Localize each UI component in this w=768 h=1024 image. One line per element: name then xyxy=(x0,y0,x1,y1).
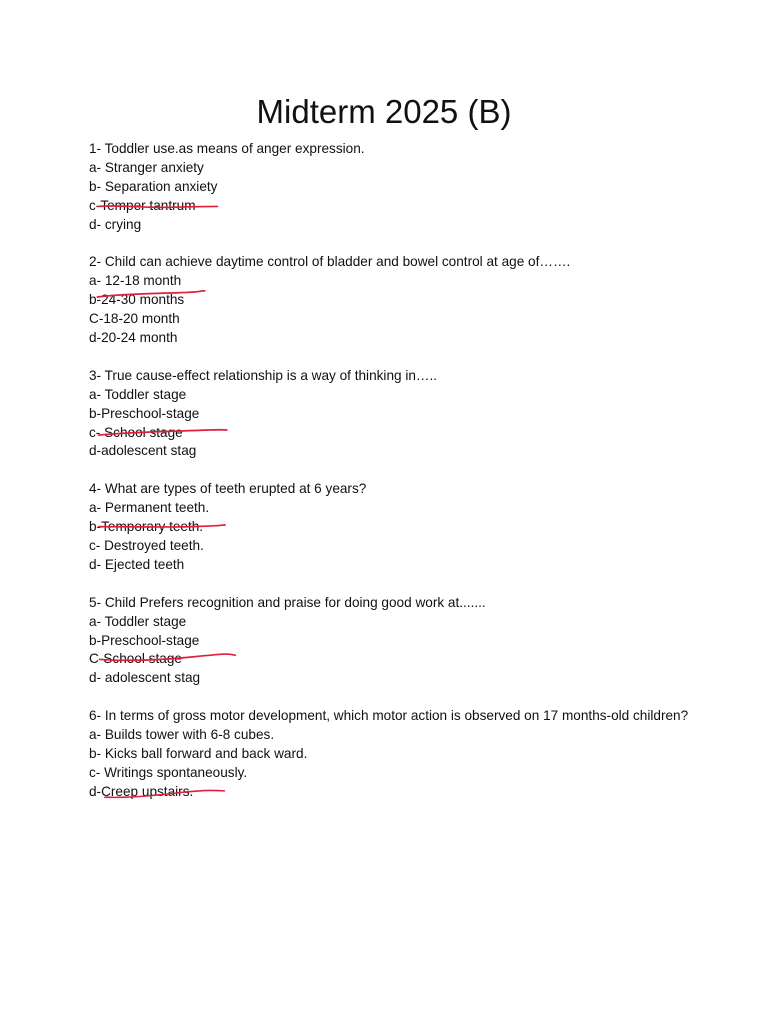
option-c: c- Destroyed teeth. xyxy=(89,537,204,553)
option-a: a- Builds tower with 6-8 cubes. xyxy=(89,727,275,743)
option-d-marked xyxy=(89,783,709,802)
option-text: b-Temporary teeth. xyxy=(89,519,204,535)
question-1 xyxy=(89,140,709,235)
option-d: d-20-24 month xyxy=(89,330,178,346)
option-a: a- Stranger anxiety xyxy=(89,159,204,175)
option-a: a- Toddler stage xyxy=(89,386,187,402)
question-text: 2- Child can achieve daytime control of bladder and bowel control at age of……. xyxy=(89,254,571,270)
option-c-marked xyxy=(89,424,709,443)
option-c-marked xyxy=(89,197,709,216)
question-3 xyxy=(89,367,709,462)
option-b-marked xyxy=(89,291,709,310)
question-text: 5- Child Prefers recognition and praise for doing good work at....... xyxy=(89,594,486,610)
option-b: b-Preschool-stage xyxy=(89,632,200,648)
option-d: d- crying xyxy=(89,216,142,232)
option-text: d-Creep upstairs. xyxy=(89,783,194,799)
option-d: d- adolescent stag xyxy=(89,670,201,686)
option-c: c- Writings spontaneously. xyxy=(89,764,248,780)
option-c: C-18-20 month xyxy=(89,311,180,327)
question-6 xyxy=(89,707,709,802)
option-text: c-Temper tantrum xyxy=(89,197,196,213)
question-text: 4- What are types of teeth erupted at 6 years? xyxy=(89,481,367,497)
question-text: 6- In terms of gross motor development, which motor action is observed on 17 months-old children? xyxy=(89,708,689,724)
question-5 xyxy=(89,594,709,689)
option-d: d-adolescent stag xyxy=(89,443,197,459)
question-text: 1- Toddler use.as means of anger expression. xyxy=(89,141,365,156)
option-text: b-24-30 months xyxy=(89,292,185,308)
option-a: a- Permanent teeth. xyxy=(89,500,210,516)
option-d: d- Ejected teeth xyxy=(89,556,185,572)
question-list xyxy=(89,140,709,821)
option-b: b- Separation anxiety xyxy=(89,178,218,194)
option-c-marked xyxy=(89,650,709,669)
option-b: b- Kicks ball forward and back ward. xyxy=(89,745,308,761)
option-a: a- Toddler stage xyxy=(89,613,187,629)
option-text: C-School stage xyxy=(89,651,182,667)
page-title: Midterm 2025 (B) xyxy=(256,93,512,130)
question-2 xyxy=(89,253,709,348)
question-text: 3- True cause-effect relationship is a way of thinking in….. xyxy=(89,367,438,383)
option-a: a- 12-18 month xyxy=(89,273,182,289)
option-b: b-Preschool-stage xyxy=(89,405,200,421)
option-b-marked xyxy=(89,518,709,537)
option-text: c- School stage xyxy=(89,424,183,440)
question-4 xyxy=(89,480,709,575)
